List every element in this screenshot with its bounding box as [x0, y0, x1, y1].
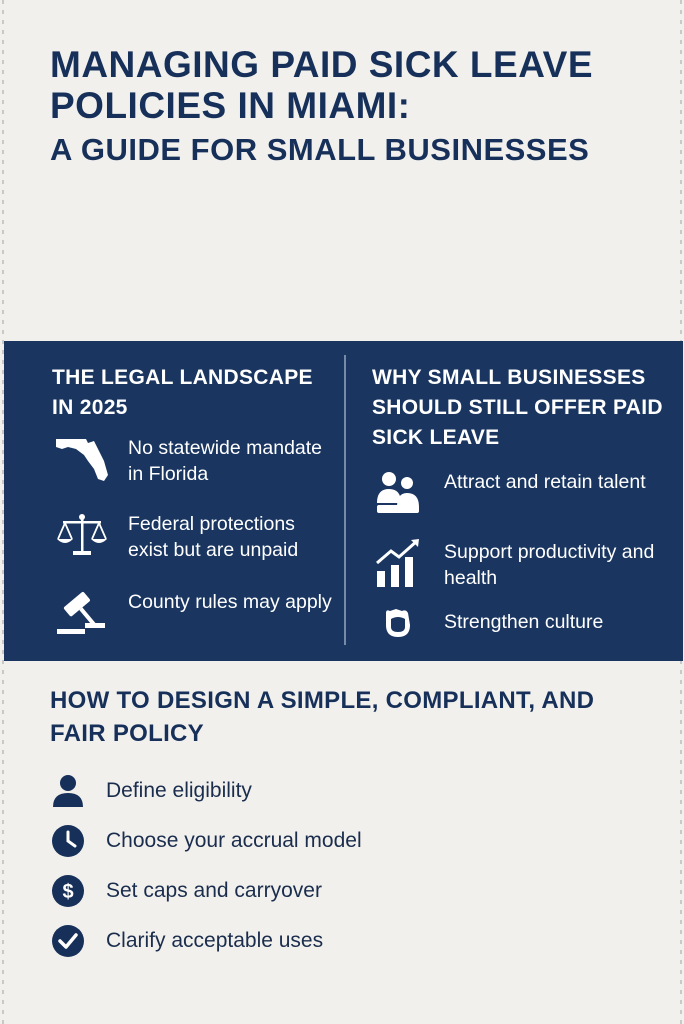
why-item-productivity-text: Support productivity and health	[444, 541, 655, 589]
step-accrual	[50, 816, 650, 866]
column-divider	[344, 355, 346, 645]
step-uses-text: Clarify acceptable uses	[106, 929, 324, 952]
culture-icon	[372, 605, 424, 641]
people-icon	[372, 467, 424, 519]
why-item-talent-text: Attract and retain talent	[444, 471, 646, 493]
why-item-culture	[372, 605, 672, 641]
title-line-3: A GUIDE FOR SMALL BUSINESSES	[50, 131, 590, 167]
step-accrual-text: Choose your accrual model	[106, 829, 362, 852]
step-eligibility-text: Define eligibility	[106, 779, 252, 802]
step-uses	[50, 916, 650, 966]
why-item-culture-text: Strengthen culture	[444, 611, 604, 633]
dollar-icon	[50, 873, 86, 909]
why-item-productivity	[372, 537, 672, 591]
svg-text:$: $	[62, 881, 74, 903]
why-offer-heading: WHY SMALL BUSINESSES SHOULD STILL OFFER PAID SICK LEAVE	[372, 366, 663, 449]
legal-item-federal	[52, 509, 332, 563]
legal-item-federal-text: Federal protections exist but are unpaid	[128, 513, 299, 561]
step-caps	[50, 866, 650, 916]
page-title	[50, 44, 650, 168]
step-eligibility	[50, 766, 650, 816]
checkmark-icon	[50, 923, 86, 959]
policy-steps-list	[50, 766, 650, 966]
scales-icon	[52, 509, 112, 561]
legal-item-statewide-text: No statewide mandate in Florida	[128, 437, 323, 485]
title-line-2: POLICIES IN MIAMI:	[50, 85, 411, 127]
gavel-icon	[52, 585, 112, 637]
growth-chart-icon	[372, 537, 424, 589]
legal-landscape-column	[52, 363, 332, 637]
policy-design-section	[50, 684, 650, 966]
why-offer-column	[372, 363, 672, 641]
florida-map-icon	[52, 433, 112, 485]
step-caps-text: Set caps and carryover	[106, 879, 322, 902]
legal-landscape-heading: THE LEGAL LANDSCAPE IN 2025	[52, 366, 313, 419]
legal-item-county-text: County rules may apply	[128, 591, 332, 613]
policy-design-heading: HOW TO DESIGN A SIMPLE, COMPLIANT, AND FAIR POLICY	[50, 687, 595, 747]
clock-icon	[50, 823, 86, 859]
legal-item-statewide	[52, 433, 332, 487]
legal-item-county	[52, 585, 332, 637]
person-icon	[50, 773, 86, 809]
info-band	[4, 341, 683, 661]
why-item-talent	[372, 467, 672, 519]
title-line-1: MANAGING PAID SICK LEAVE	[50, 44, 594, 85]
